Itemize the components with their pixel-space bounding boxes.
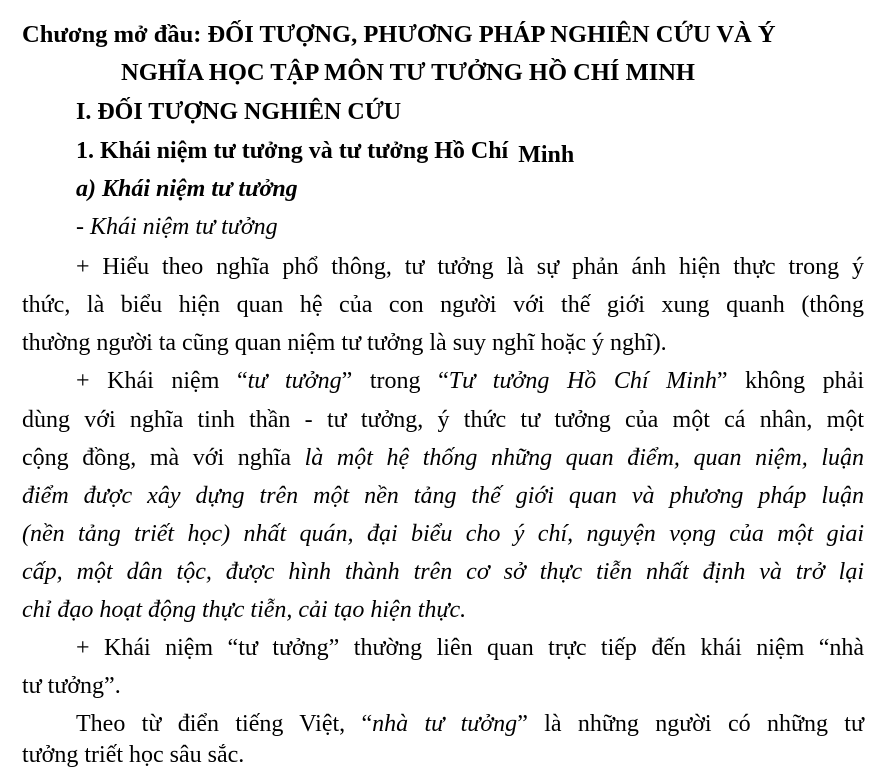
para1-line-3: thường người ta cũng quan niệm tư tưởng là suy nghĩ hoặc ý nghĩ). <box>22 330 667 356</box>
para2-line-7: chỉ đạo hoạt động thực tiễn, cải tạo hiện thực. <box>22 597 467 623</box>
para4-italic-term: nhà tư tưởng <box>372 711 518 737</box>
para2-text: ” trong “ <box>341 368 449 394</box>
para3-line-1: + Khái niệm “tư tưởng” thường liên quan trực tiếp đến khái niệm “nhà <box>76 635 864 661</box>
para4-line-2: tưởng triết học sâu sắc. <box>22 742 245 768</box>
para4-line-1 <box>76 709 864 739</box>
bullet-heading: - Khái niệm tư tưởng <box>76 214 278 240</box>
para2-line-3 <box>22 443 864 473</box>
para1-line-1: + Hiểu theo nghĩa phổ thông, tư tưởng là sự phản ánh hiện thực trong ý <box>76 254 864 280</box>
para2-italic-term: tư tưởng <box>247 368 342 394</box>
para2-line-1 <box>76 366 864 396</box>
para2-text: ” không phải <box>716 368 865 394</box>
subsection-heading-main: 1. Khái niệm tư tưởng và tư tưởng Hồ Chí <box>76 138 509 164</box>
subsubsection-heading: a) Khái niệm tư tưởng <box>76 176 298 202</box>
para4-text: ” là những người có những tư <box>517 711 864 737</box>
para2-italic-definition: là một hệ thống những quan điểm, quan niệm, luận <box>304 445 864 471</box>
para2-line-5: (nền tảng triết học) nhất quán, đại biểu cho ý chí, nguyện vọng của một giai <box>22 521 864 547</box>
para2-text: cộng đồng, mà với nghĩa <box>22 445 305 471</box>
para2-line-6: cấp, một dân tộc, được hình thành trên cơ sở thực tiễn nhất định và trở lại <box>22 559 864 585</box>
chapter-title-line-2: NGHĨA HỌC TẬP MÔN TƯ TƯỞNG HỒ CHÍ MINH <box>121 59 695 86</box>
chapter-title-line-1: Chương mở đầu: ĐỐI TƯỢNG, PHƯƠNG PHÁP NGHIÊN CỨU VÀ Ý <box>22 21 776 48</box>
section-heading: I. ĐỐI TƯỢNG NGHIÊN CỨU <box>76 99 402 125</box>
para1-line-2: thức, là biểu hiện quan hệ của con người với thế giới xung quanh (thông <box>22 292 864 318</box>
subsection-heading-tail: Minh <box>518 142 575 168</box>
para3-line-2: tư tưởng”. <box>22 673 121 699</box>
para4-text: Theo từ điển tiếng Việt, “ <box>76 711 373 737</box>
para2-italic-term: Tư tưởng Hồ Chí Minh <box>448 368 717 394</box>
para2-line-4: điểm được xây dựng trên một nền tảng thế giới quan và phương pháp luận <box>22 483 864 509</box>
para2-text: + Khái niệm “ <box>76 368 248 394</box>
para2-line-2: dùng với nghĩa tinh thần - tư tưởng, ý thức tư tưởng của một cá nhân, một <box>22 407 864 433</box>
subsection-heading <box>76 136 575 168</box>
